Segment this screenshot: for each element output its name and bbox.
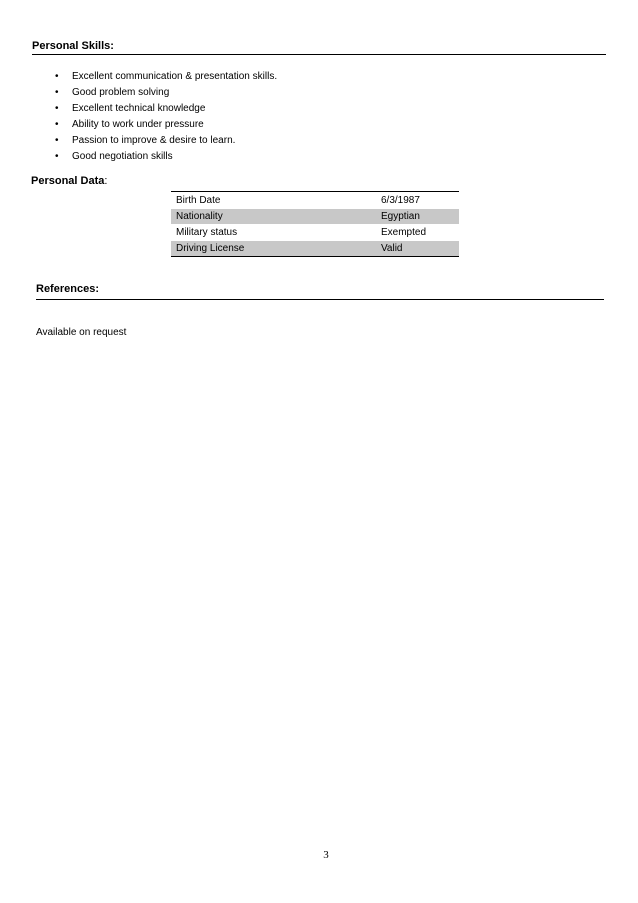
skill-text: Good negotiation skills	[72, 151, 173, 162]
bullet-icon: •	[55, 135, 59, 146]
table-cell-label: Military status	[176, 227, 238, 238]
page-number: 3	[323, 849, 329, 861]
personal-data-table	[171, 191, 459, 257]
table-cell-value: Valid	[381, 243, 403, 254]
table-cell-label: Nationality	[176, 211, 223, 222]
table-cell-value: Egyptian	[381, 211, 420, 222]
table-cell-label: Birth Date	[176, 195, 221, 206]
personal-data-heading	[31, 175, 107, 187]
table-cell-value: 6/3/1987	[381, 195, 420, 206]
list-item	[55, 149, 277, 165]
table-cell-label: Driving License	[176, 243, 245, 254]
references-heading: References:	[36, 283, 99, 295]
bullet-icon: •	[55, 103, 59, 114]
references-rule	[36, 299, 604, 300]
personal-skills-rule	[32, 54, 606, 55]
list-item	[55, 69, 277, 85]
table-row	[171, 240, 459, 256]
personal-skills-list	[55, 69, 277, 165]
personal-data-heading-colon: :	[104, 175, 108, 187]
skill-text: Excellent technical knowledge	[72, 103, 206, 114]
list-item	[55, 85, 277, 101]
table-row	[171, 208, 459, 224]
skill-text: Ability to work under pressure	[72, 119, 204, 130]
bullet-icon: •	[55, 87, 59, 98]
list-item	[55, 133, 277, 149]
skill-text: Passion to improve & desire to learn.	[72, 135, 236, 146]
skill-text: Excellent communication & presentation skills.	[72, 71, 278, 82]
list-item	[55, 101, 277, 117]
list-item	[55, 117, 277, 133]
personal-data-heading-text: Personal Data	[31, 175, 105, 187]
table-cell-value: Exempted	[381, 227, 427, 238]
references-text: Available on request	[36, 327, 127, 338]
bullet-icon: •	[55, 71, 59, 82]
skill-text: Good problem solving	[72, 87, 170, 98]
bullet-icon: •	[55, 119, 59, 130]
bullet-icon: •	[55, 151, 59, 162]
table-row	[171, 224, 459, 240]
table-row	[171, 192, 459, 208]
personal-skills-heading: Personal Skills:	[32, 40, 114, 52]
